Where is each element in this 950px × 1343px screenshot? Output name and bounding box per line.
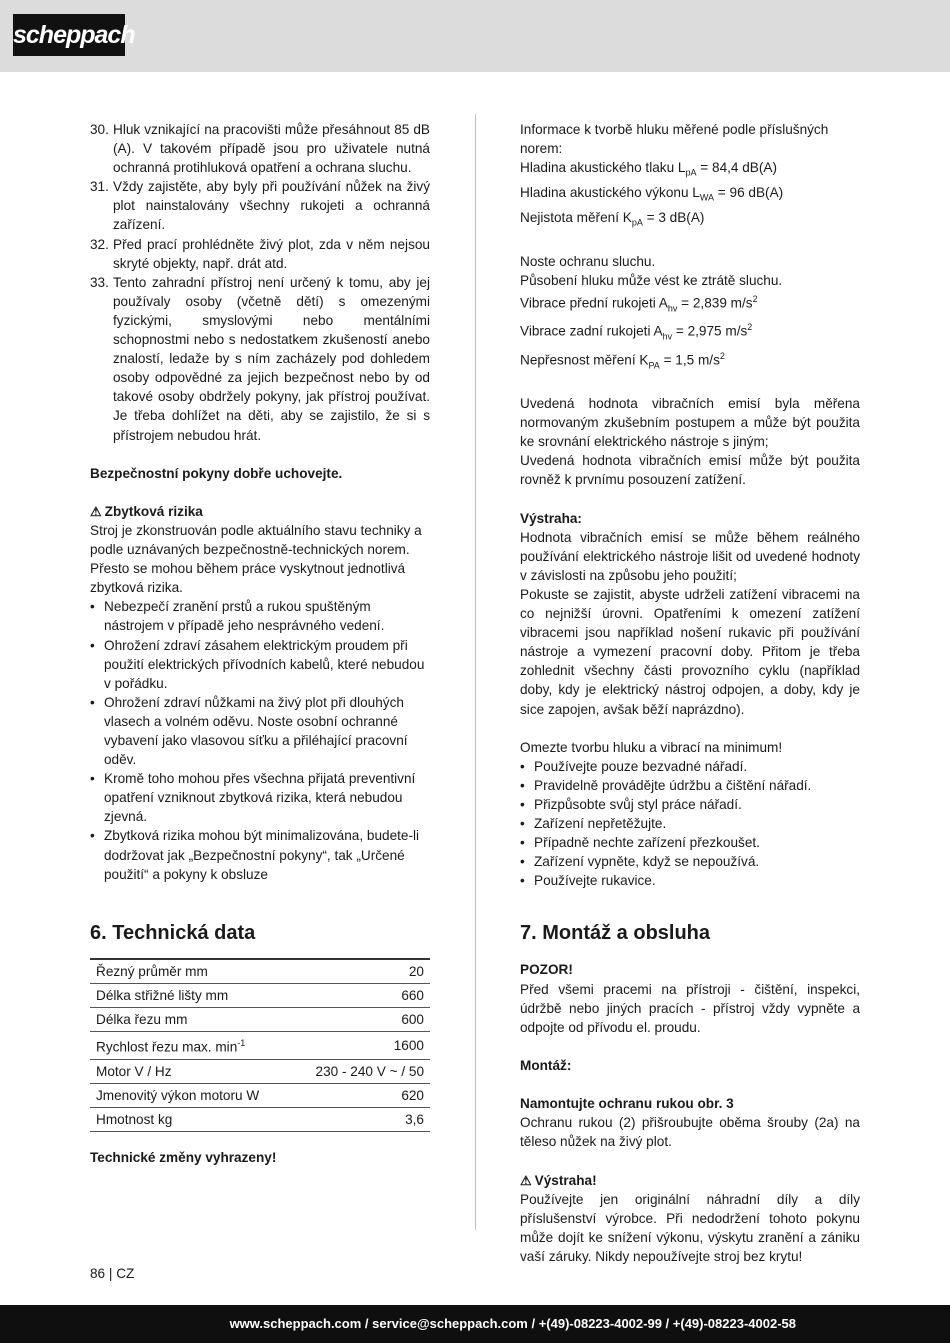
page-footer (0, 1305, 950, 1343)
noise-line: Hladina akustického výkonu $L_{WA} = 96$ dB(A) (520, 185, 784, 203)
warning-icon: ⚠ (520, 1172, 532, 1188)
vibration-line: Vibrace přední rukojeti $A_{hv} = 2,839$ $m/s^2$ (520, 293, 758, 314)
right-column (520, 120, 860, 1266)
list-item: 30. Hluk vznikající na pracovišti může přesáhnout 85 dB (A). V takovém případě jsou pro uživatele nutná ochranná protihluková opatření a ochrana sluchu. (90, 122, 430, 176)
list-item: 32. Před prací prohlédněte živý plot, zda v něm nejsou skryté objekty, např. drát atd. (90, 236, 430, 271)
table-row: Jmenovitý výkon motoru W 620 (90, 1083, 430, 1107)
column-divider (475, 114, 476, 1230)
attention-text: Před všemi pracemi na přístroji - čištění, inspekci, údržbě nebo jiných pracích - přístroj vždy vypněte a odpojte od přívodu el. proudu. (520, 981, 860, 1035)
table-row: Hmotnost kg 3,6 (90, 1107, 430, 1131)
table-row: Rychlost řezu max. $\min^{-1}$ 1600 (90, 1032, 430, 1060)
residual-risks-heading: ⚠ Zbytková rizika (90, 503, 203, 519)
hand-guard-text: Ochranu rukou (2) přišroubujte oběma šrouby (2a) na těleso nůžek na živý plot. (520, 1115, 860, 1150)
list-item: • Používejte rukavice. (520, 873, 656, 889)
warning-heading: Výstraha: (520, 510, 582, 526)
table-row: Řezný průměr mm 20 (90, 959, 430, 984)
warning-paragraph: Pokuste se zajistit, abyste udrželi zatížení vibracemi na co nejnižší úrovni. Opatřeními k omezení zatížení vibracemi jsou například nošení rukavic při používání nástroje a vymezení pracovní doby. Přitom je třeba zohlednit všechny části provozního cyklu (například doby, kdy je elektrický nástroj odpojen, a doby, kdy je sice zapojen, avšak běží naprázdno). (520, 586, 860, 717)
table-row: Motor V / Hz 230 - 240 V ~ / 50 (90, 1059, 430, 1083)
list-item: • Používejte pouze bezvadné nářadí. (520, 758, 748, 774)
noise-line: Hladina akustického tlaku $L_{pA} = 84,4$ dB(A) (520, 160, 777, 178)
limit-bullets (520, 757, 860, 891)
list-item: • Pravidelně provádějte údržbu a čištění nářadí. (520, 777, 812, 793)
hand-guard-heading: Namontujte ochranu rukou obr. 3 (520, 1096, 734, 1112)
list-item: • Nebezpečí zranění prstů a rukou spuštěným nástrojem v případě jeho nesprávného vedení. (90, 599, 385, 634)
list-item: • Ohrožení zdraví zásahem elektrickým proudem při použití elektrických přívodních kabelů, které nebudou v pořádku. (90, 637, 425, 691)
list-item: • Zařízení nepřetěžujte. (520, 816, 667, 832)
scheppach-logo: scheppach (13, 14, 125, 56)
page-number: 86 | CZ (90, 1266, 135, 1281)
table-row: Délka střižné lišty mm 660 (90, 983, 430, 1007)
hearing-loss-note: Působení hluku může vést ke ztrátě sluchu. (520, 272, 783, 288)
left-column (90, 120, 430, 1167)
tech-data-heading: 6. Technická data (90, 921, 256, 944)
list-item: • Ohrožení zdraví nůžkami na živý plot při dlouhých vlasech a volném oděvu. Noste osobní ochranné vybavení jako vlasovou síťku a přiléhající pracovní oděv. (90, 694, 408, 768)
vibration-line: Vibrace zadní rukojeti $A_{hv} = 2,975$ $m/s^2$ (520, 322, 753, 342)
list-item: • Zbytková rizika mohou být minimalizována, budete-li dodržovat jak „Bezpečnostní pokyny“, tak „Určené použití“ a pokyny k obsluze (90, 828, 420, 882)
list-item: • Zařízení vypněte, když se nepoužívá. (520, 854, 760, 870)
list-item: • Případně nechte zařízení přezkoušet. (520, 835, 760, 851)
warning-icon: ⚠ (90, 503, 102, 519)
list-item: 33. Tento zahradní přístroj není určený k tomu, aby jej používaly osoby (včetně dětí) s omezenými fyzickými, smyslovými nebo mentálními schopnostmi nebo s nedostatkem zkušeností anebo znalostí, ledaže by s ním zacházely pod dohledem osoby odpovědné za jejich bezpečnost nebo by od takové osoby obdržely pokyny, jak přístroj používat. Je třeba dohlížet na děti, aby se zajistilo, že si s přístrojem nebudou hrát. (90, 274, 430, 443)
warning-paragraph: Hodnota vibračních emisí se může během reálného používání elektrického nástroje lišit od uvedené hodnoty v závislosti na způsobu jeho použití; (520, 529, 860, 583)
limit-intro: Omezte tvorbu hluku a vibrací na minimum! (520, 739, 783, 755)
tech-changes-note: Technické změny vyhrazeny! (90, 1149, 277, 1165)
vibration-line: Nepřesnost měření $K_{PA} = 1,5$ $m/s^2$ (520, 350, 725, 370)
vibration-paragraph: Uvedená hodnota vibračních emisí může být použita rovněž k prvnímu posouzení zatížení. (520, 453, 860, 488)
keep-safe-note: Bezpečnostní pokyny dobře uchovejte. (90, 465, 343, 481)
warning2-heading: ⚠ Výstraha! (520, 1172, 597, 1188)
tech-data-table (90, 958, 430, 1132)
warning2-text: Používejte jen originální náhradní díly a díly příslušenství výrobce. Při nedodržení tohoto pokynu může dojít ke snížení výkonu, výskytu zranění a zániku vaší záruky. Nikdy nepoužívejte stroj bez krytu! (520, 1191, 860, 1264)
vibration-paragraph: Uvedená hodnota vibračních emisí byla měřena normovaným zkušebním postupem a může být použita ke srovnání elektrického nástroje s jiným; (520, 396, 860, 450)
table-row: Délka řezu mm 600 (90, 1007, 430, 1031)
noise-intro: Informace k tvorbě hluku měřené podle příslušných norem: (520, 122, 829, 157)
attention-label: POZOR! (520, 962, 573, 978)
residual-intro: Stroj je zkonstruován podle aktuálního stavu techniky a podle uznávaných bezpečnostně-technických norem. Přesto se mohou během práce vyskytnout jednotlivá zbytková rizika. (90, 522, 422, 596)
hearing-protection-note: Noste ochranu sluchu. (520, 253, 656, 269)
list-item: • Kromě toho mohou přes všechna přijatá preventivní opatření vzniknout zbytková rizika, která nebudou zjevná. (90, 771, 416, 825)
residual-bullets (90, 597, 430, 883)
list-item: 31. Vždy zajistěte, aby byly při používání nůžek na živý plot nainstalovány všechny rukojeti a ochranná zařízení. (90, 179, 430, 233)
assembly-label: Montáž: (520, 1057, 572, 1073)
safety-numbered-list (90, 120, 430, 445)
footer-contact: www.scheppach.com / service@scheppach.com / +(49)-08223-4002-99 / +(49)-08223-4002-58 (229, 1316, 796, 1331)
assembly-section-heading: 7. Montáž a obsluha (520, 922, 711, 945)
noise-line: Nejistota měření $K_{pA} = 3$ dB(A) (520, 209, 705, 228)
list-item: • Přizpůsobte svůj styl práce nářadí. (520, 797, 742, 812)
page-header (0, 0, 950, 72)
